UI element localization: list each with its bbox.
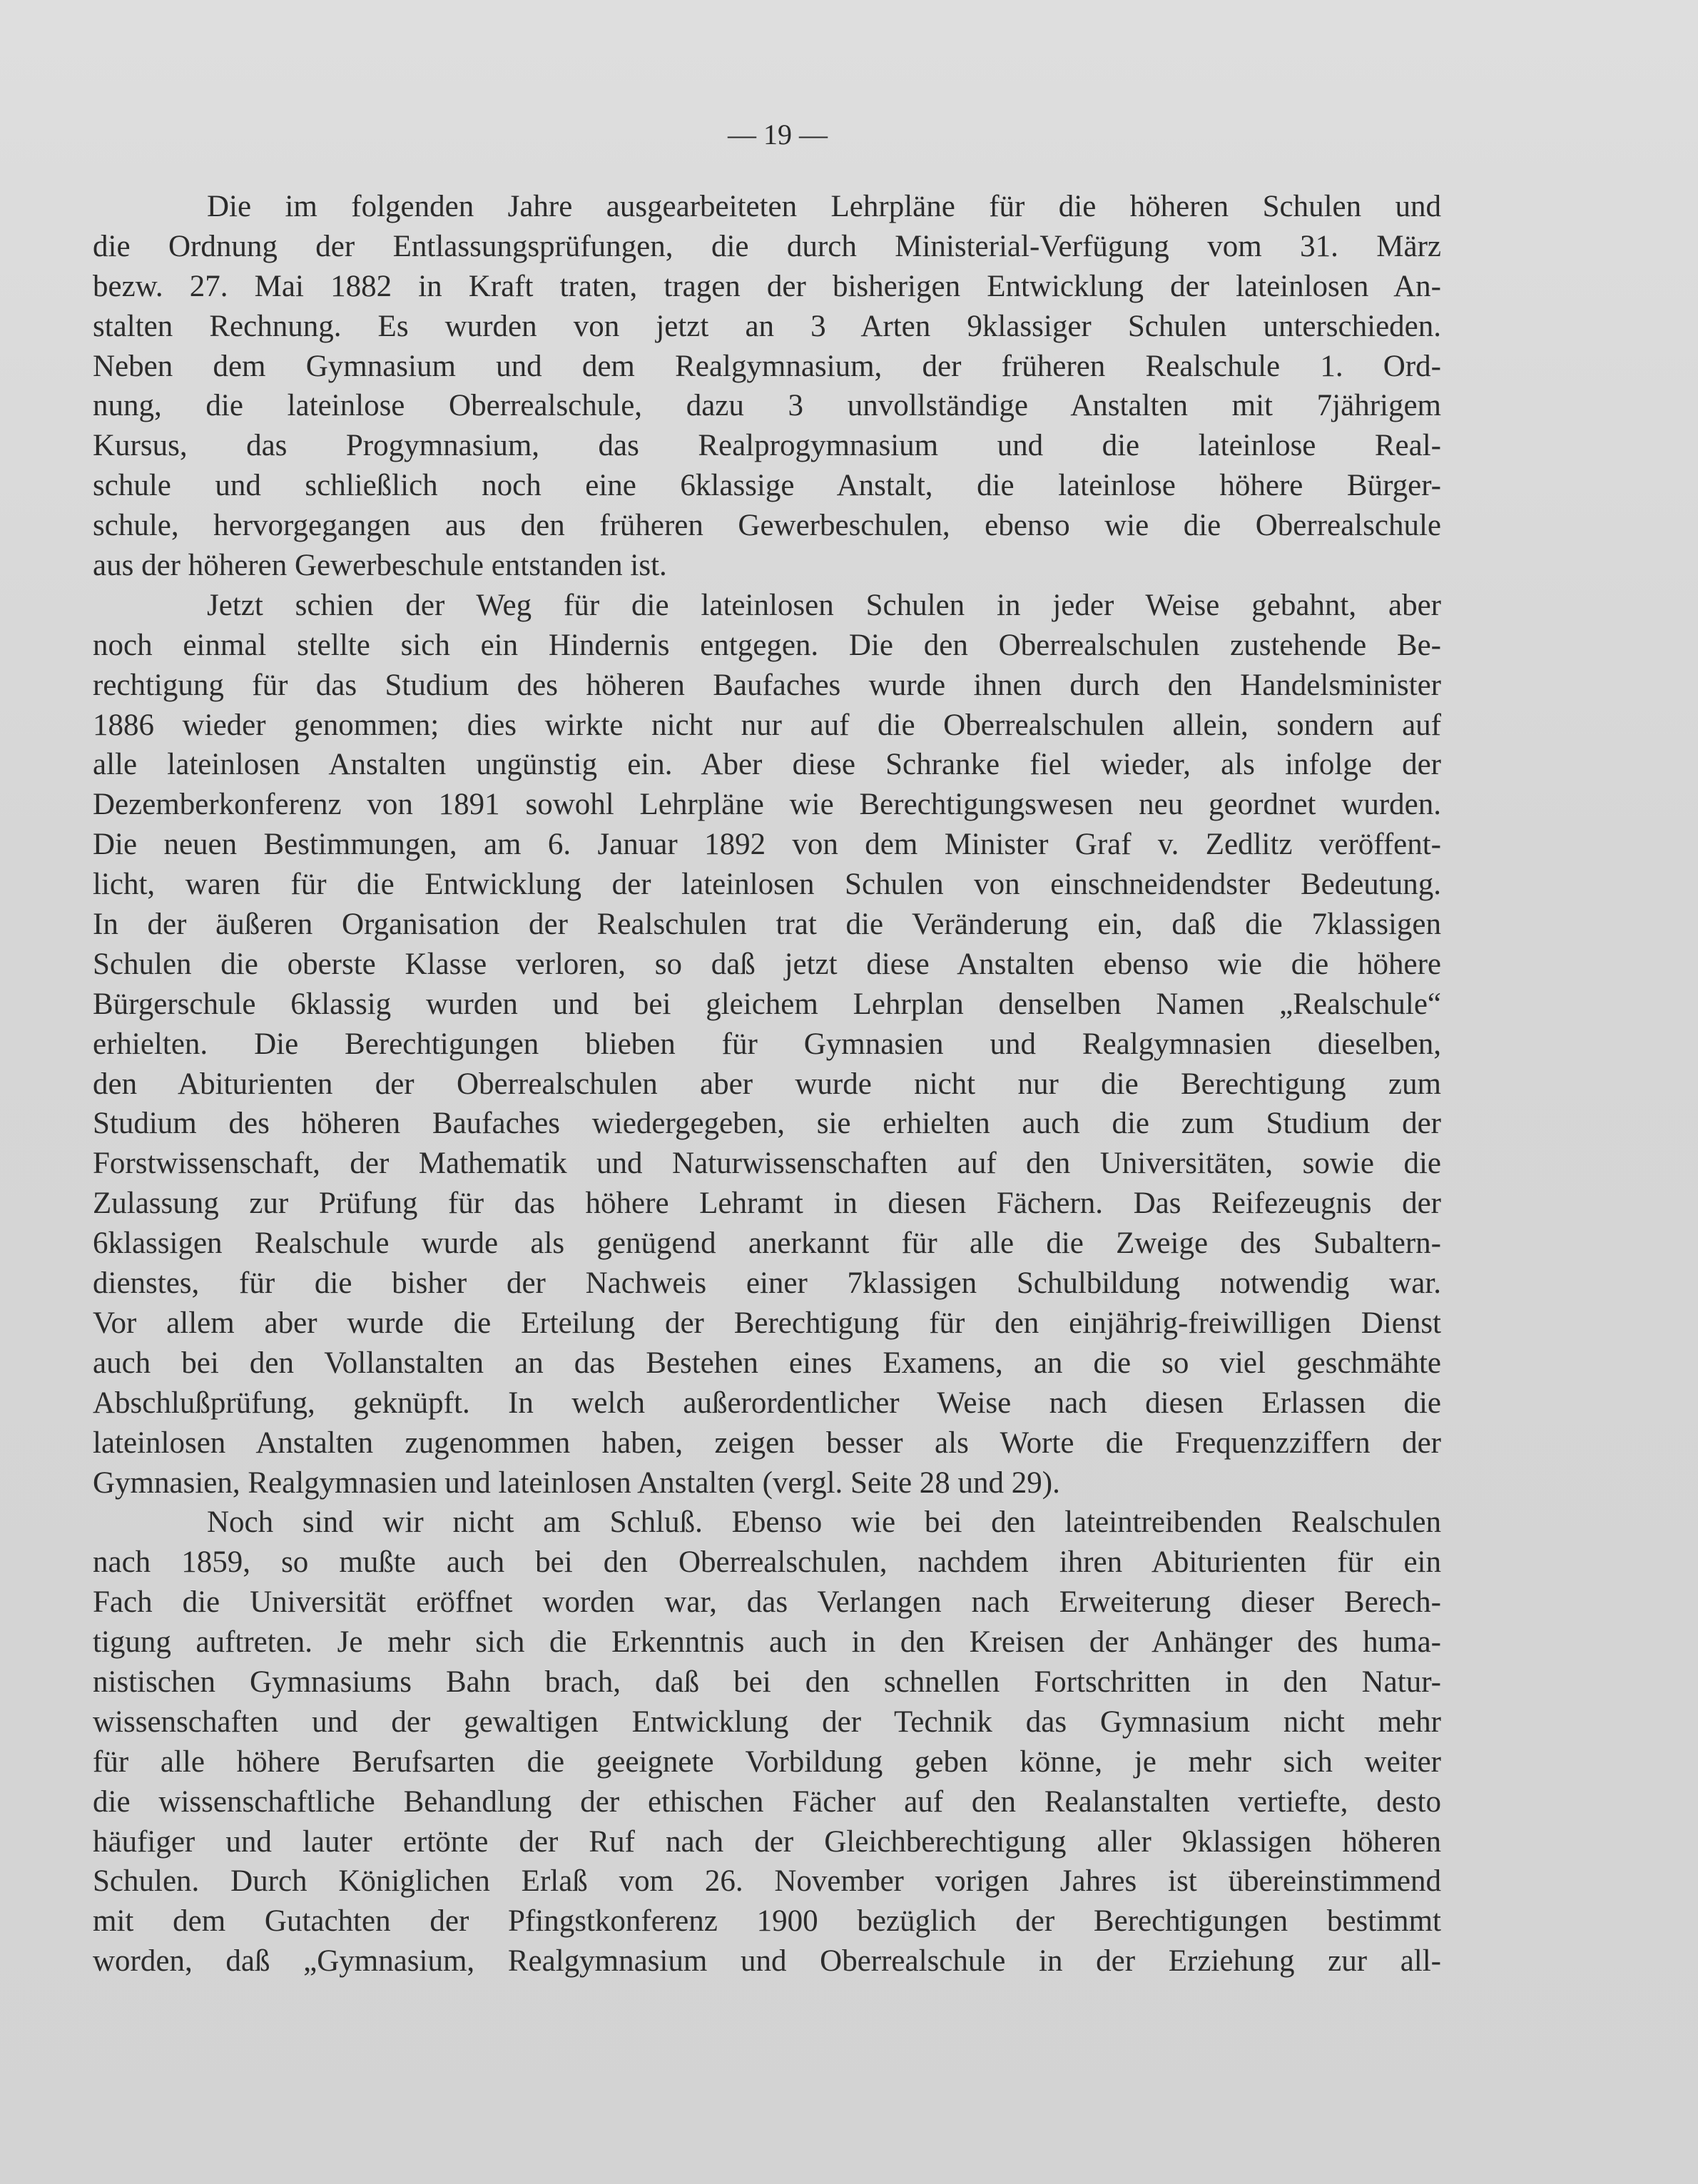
text-line: aus der höheren Gewerbeschule entstanden ist.	[93, 549, 667, 583]
text-line: Schulen. Durch Königlichen Erlaß vom 26. November vorigen Jahres ist übereinstimmend	[93, 1864, 1441, 1899]
text-line: häufiger und lauter ertönte der Ruf nach der Gleichberechtigung aller 9klassigen höheren	[93, 1824, 1441, 1859]
text-line: stalten Rechnung. Es wurden von jetzt an 3 Arten 9klassiger Schulen unterschieden.	[93, 309, 1441, 343]
text-line: Abschlußprüfung, geknüpft. In welch außerordentlicher Weise nach diesen Erlassen die	[93, 1386, 1441, 1420]
text-line: licht, waren für die Entwicklung der lateinlosen Schulen von einschneidendster Bedeutung.	[93, 868, 1441, 902]
paragraph-3	[93, 1503, 1441, 1981]
text-line: Zulassung zur Prüfung für das höhere Lehramt in diesen Fächern. Das Reifezeugnis der	[93, 1187, 1441, 1221]
text-line: Gymnasien, Realgymnasien und lateinlosen Anstalten (vergl. Seite 28 und 29).	[93, 1466, 1060, 1500]
text-line: Neben dem Gymnasium und dem Realgymnasium, der früheren Realschule 1. Ord-	[93, 349, 1441, 383]
text-line: tigung auftreten. Je mehr sich die Erkenntnis auch in den Kreisen der Anhänger des huma-	[93, 1625, 1441, 1660]
text-line: die Ordnung der Entlassungsprüfungen, die durch Ministerial-Verfügung vom 31. März	[93, 229, 1441, 263]
text-line: Vor allem aber wurde die Erteilung der Berechtigung für den einjährig-freiwilligen Dienst	[93, 1306, 1441, 1340]
text-line: mit dem Gutachten der Pfingstkonferenz 1900 bezüglich der Berechtigungen bestimmt	[93, 1904, 1441, 1939]
paragraph-2	[93, 586, 1441, 1503]
body-text	[93, 187, 1441, 1981]
text-line: die wissenschaftliche Behandlung der ethischen Fächer auf den Realanstalten vertiefte, desto	[93, 1784, 1441, 1819]
page-number: — 19 —	[728, 118, 828, 151]
text-line: noch einmal stellte sich ein Hindernis entgegen. Die den Oberrealschulen zustehende Be-	[93, 628, 1441, 662]
text-line: Kursus, das Progymnasium, das Realprogymnasium und die lateinlose Real-	[93, 429, 1441, 463]
text-line: 6klassigen Realschule wurde als genügend anerkannt für alle die Zweige des Subaltern-	[93, 1226, 1441, 1261]
text-line: Die neuen Bestimmungen, am 6. Januar 1892 von dem Minister Graf v. Zedlitz veröffent-	[93, 828, 1441, 862]
text-line: nistischen Gymnasiums Bahn brach, daß bei den schnellen Fortschritten in den Natur-	[93, 1665, 1441, 1699]
text-line: lateinlosen Anstalten zugenommen haben, zeigen besser als Worte die Frequenzziffern der	[93, 1426, 1441, 1460]
text-line: bezw. 27. Mai 1882 in Kraft traten, tragen der bisherigen Entwicklung der lateinlosen An-	[93, 269, 1441, 303]
text-line: erhielten. Die Berechtigungen blieben für Gymnasien und Realgymnasien dieselben,	[93, 1027, 1441, 1061]
text-line: schule, hervorgegangen aus den früheren Gewerbeschulen, ebenso wie die Oberrealschule	[93, 509, 1441, 543]
text-line: In der äußeren Organisation der Realschulen trat die Veränderung ein, daß die 7klassigen	[93, 908, 1441, 942]
text-line: worden, daß „Gymnasium, Realgymnasium und Oberrealschule in der Erziehung zur all-	[93, 1944, 1441, 1979]
text-line: Fach die Universität eröffnet worden war, das Verlangen nach Erweiterung dieser Berech-	[93, 1585, 1441, 1620]
text-line: Dezemberkonferenz von 1891 sowohl Lehrpläne wie Berechtigungswesen neu geordnet wurden.	[93, 788, 1441, 822]
text-line: Bürgerschule 6klassig wurden und bei gleichem Lehrplan denselben Namen „Realschule“	[93, 987, 1441, 1021]
text-line: Die im folgenden Jahre ausgearbeiteten Lehrpläne für die höheren Schulen und	[207, 190, 1441, 223]
text-line: Schulen die oberste Klasse verloren, so daß jetzt diese Anstalten ebenso wie die höhere	[93, 947, 1441, 981]
text-line: den Abiturienten der Oberrealschulen aber wurde nicht nur die Berechtigung zum	[93, 1067, 1441, 1101]
text-line: auch bei den Vollanstalten an das Bestehen eines Examens, an die so viel geschmähte	[93, 1346, 1441, 1380]
text-line: Jetzt schien der Weg für die lateinlosen Schulen in jeder Weise gebahnt, aber	[207, 588, 1441, 622]
text-line: schule und schließlich noch eine 6klassige Anstalt, die lateinlose höhere Bürger-	[93, 469, 1441, 503]
paragraph-1	[93, 187, 1441, 586]
text-line: rechtigung für das Studium des höheren Baufaches wurde ihnen durch den Handelsminister	[93, 668, 1441, 702]
text-line: wissenschaften und der gewaltigen Entwicklung der Technik das Gymnasium nicht mehr	[93, 1705, 1441, 1739]
text-line: Forstwissenschaft, der Mathematik und Naturwissenschaften auf den Universitäten, sowie die	[93, 1147, 1441, 1181]
text-line: Studium des höheren Baufaches wiedergegeben, sie erhielten auch die zum Studium der	[93, 1107, 1441, 1141]
text-line: alle lateinlosen Anstalten ungünstig ein. Aber diese Schranke fiel wieder, als infolge der	[93, 748, 1441, 782]
text-line: 1886 wieder genommen; dies wirkte nicht nur auf die Oberrealschulen allein, sondern auf	[93, 708, 1441, 742]
text-line: nach 1859, so mußte auch bei den Oberrealschulen, nachdem ihren Abiturienten für ein	[93, 1545, 1441, 1580]
text-line: für alle höhere Berufsarten die geeignete Vorbildung geben könne, je mehr sich weiter	[93, 1744, 1441, 1779]
text-line: nung, die lateinlose Oberrealschule, dazu 3 unvollständige Anstalten mit 7jährigem	[93, 389, 1441, 423]
text-line: Noch sind wir nicht am Schluß. Ebenso wie bei den lateintreibenden Realschulen	[207, 1505, 1441, 1540]
text-line: dienstes, für die bisher der Nachweis einer 7klassigen Schulbildung notwendig war.	[93, 1266, 1441, 1301]
